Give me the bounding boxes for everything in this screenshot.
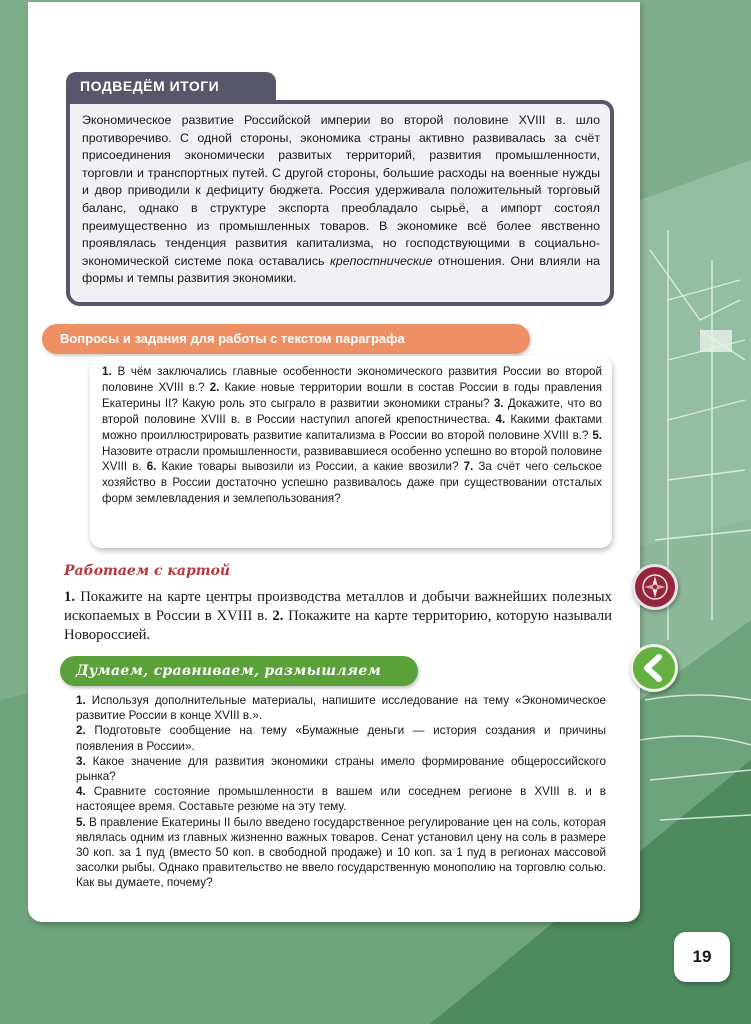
question-number: 6. <box>146 460 157 474</box>
think-item-text: Используя дополнительные материалы, напишите исследование на тему «Экономическое развитие России в конце XVIII в.». <box>76 694 606 723</box>
question-text: Докажите, что во второй половине XVIII в. в России наступил апогей крепостничества. <box>102 396 602 426</box>
map-work-title: Работаем с картой <box>64 563 231 579</box>
map-task-number: 2. <box>272 608 284 624</box>
summary-italic-word: крепостнические <box>330 253 433 268</box>
think-item-number: 1. <box>76 694 86 707</box>
questions-box <box>90 356 612 548</box>
question-number: 5. <box>592 428 602 442</box>
question-text: Назовите отрасли промышленности, развивавшиеся особенно успешно во второй половине XVIII в. <box>102 444 602 474</box>
think-item <box>76 815 606 891</box>
question-text: В чём заключались главные особенности экономического развития России во второй половине XVIII в.? <box>102 365 602 394</box>
map-task-text: Покажите на карте центры производства металлов и добычи важнейших полезных ископаемых в России в XVIII в. <box>64 589 613 624</box>
questions-list <box>102 364 602 507</box>
think-item <box>76 784 606 814</box>
summary-box <box>66 100 614 306</box>
question-text: Какие товары вывозили из России, а какие ввозили? <box>161 460 459 474</box>
page-number: 19 <box>674 932 730 982</box>
summary-text <box>82 112 600 288</box>
map-work-text <box>64 588 612 645</box>
question-number: 4. <box>495 412 506 426</box>
summary-title: ПОДВЕДЁМ ИТОГИ <box>66 72 276 102</box>
think-item-text: В правление Екатерины II было введено государственное регулирование цен на соль, которая являлась одним из главных жизненно важных товаров. Сенат установил цену на соль в размере 30 коп. за 1 пуд (вместо 50 коп. в свободной продаже) и 10 коп. за 1 пуд в регионах массовой засолки рыбы. Однако правительство не ввело государственную монополию на торговлю солью. Как вы думаете, почему? <box>76 815 606 890</box>
questions-title: Вопросы и задания для работы с текстом параграфа <box>42 324 530 354</box>
think-item <box>76 754 606 784</box>
compass-button[interactable] <box>632 564 678 610</box>
think-item-number: 5. <box>76 815 86 829</box>
question-number: 1. <box>102 365 112 378</box>
question-text: Какие новые территории вошли в состав России в годы правления Екатерины II? Какую роль это сыграло в развитии экономики страны? <box>102 380 602 410</box>
think-item <box>76 723 606 753</box>
question-text: За счёт чего сельское хозяйство в России достаточно успешно развивалось даже при существовании отсталых форм землевладения и землепользования? <box>102 460 602 506</box>
think-title: Думаем, сравниваем, размышляем <box>60 656 418 686</box>
map-task-number: 1. <box>64 589 76 605</box>
question-number: 7. <box>463 460 474 474</box>
map-task-text: Покажите на карте территорию, которую называли Новороссией. <box>64 608 613 643</box>
compass-icon <box>635 567 675 607</box>
think-list <box>76 693 606 891</box>
think-item-text: Подготовьте сообщение на тему «Бумажные деньги — история создания и причины появления в России». <box>76 724 606 753</box>
question-number: 3. <box>493 396 504 410</box>
think-item-number: 4. <box>76 785 86 799</box>
think-item-text: Какое значение для развития экономики страны имело формирование общероссийского рынка? <box>76 754 606 784</box>
think-item-number: 2. <box>76 724 86 738</box>
question-number: 2. <box>209 380 220 394</box>
think-item-number: 3. <box>76 754 86 768</box>
think-item <box>76 693 606 723</box>
chevron-left-icon <box>633 647 675 689</box>
think-item-text: Сравните состояние промышленности в вашем или соседнем регионе в XVIII в. и в настоящее время. Составьте резюме на эту тему. <box>76 785 606 814</box>
summary-text-part1: Экономическое развитие Российской империи во второй половине XVIII в. шло противоречиво. С одной стороны, экономика страны активно развивалась за счёт присоединения экономически развитых территорий, развития промышленности, торговли и транспортных путей. С другой стороны, большие расходы на военные нужды и двор приводили к дефициту бюджета. Россия удерживала положительный торговый баланс, однако в структуре экспорта преобладало сырьё, а импорт состоял преимущественно из промышленных товаров. В экономике всё более явственно проявлялась тенденция развития капитализма, но господствующими в социально-экономической системе пока оставались <box>82 113 600 268</box>
summary-text-part2: отношения. Они влияли на формы и темпы развития экономики. <box>82 253 600 286</box>
back-button[interactable] <box>630 644 678 692</box>
question-text: Какими фактами можно проиллюстрировать развитие капитализма в России во второй половине XVIII в.? <box>102 412 602 442</box>
